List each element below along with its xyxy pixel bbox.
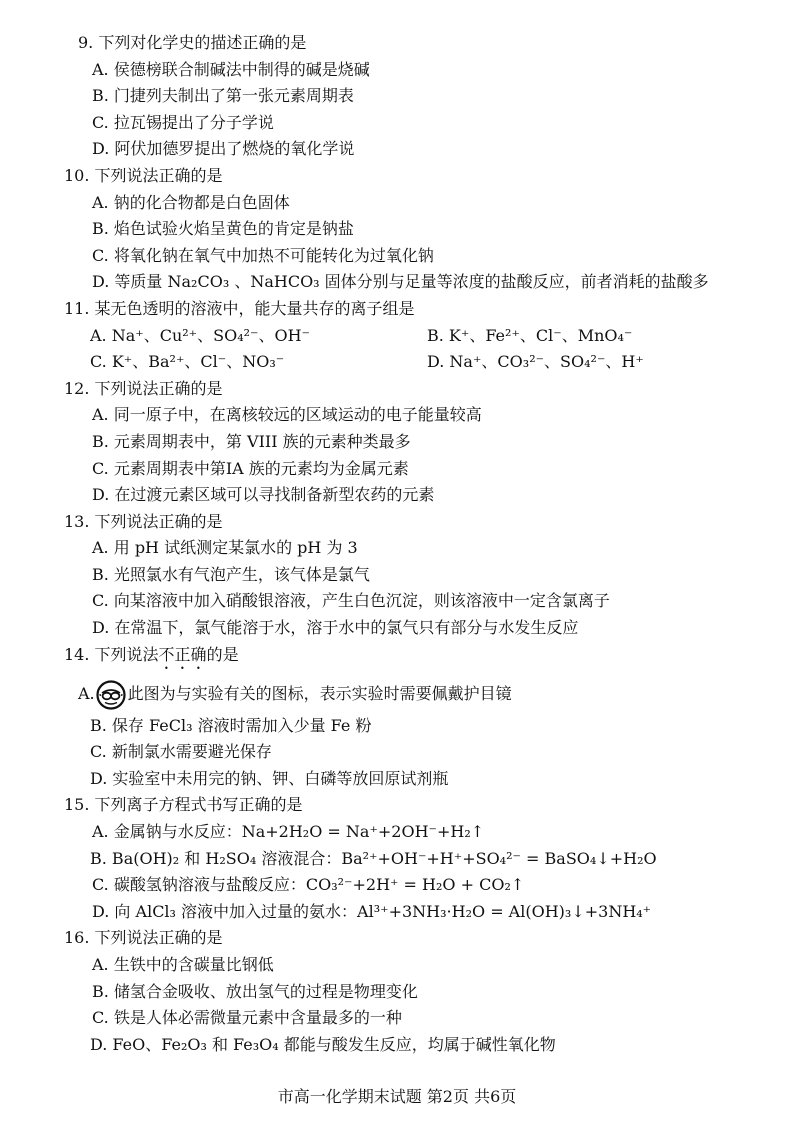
option-a [0,677,794,713]
option-b: B. 储氢合金吸收、放出氢气的过程是物理变化 [92,981,418,1001]
option-a: A. 生铁中的含碳量比钢低 [92,955,274,974]
option-d: D. 向 AlCl₃ 溶液中加入过量的氨水：Al³⁺+3NH₃·H₂O = Al(OH)₃↓+3NH₄⁺ [92,901,652,921]
option-a: A. 金属钠与水反应：Na+2H₂O = Na⁺+2OH⁻+H₂↑ [92,822,485,842]
emphasis-not: 不正确 [158,644,207,664]
option-c: C. 碳酸氢钠溶液与盐酸反应：CO₃²⁻+2H⁺ = H₂O + CO₂↑ [92,875,525,895]
page-footer: 市高一化学期末试题 第2页 共6页 [277,1087,517,1106]
question-15 [0,792,794,925]
question-11 [0,296,794,376]
question-9 [0,30,794,163]
option-c: C. 拉瓦锡提出了分子学说 [92,112,274,132]
question-stem: 16. 下列说法正确的是 [64,928,223,948]
option-d: D. 在过渡元素区域可以寻找制备新型农药的元素 [92,485,435,505]
option-a: A. 侯德榜联合制碱法中制得的碱是烧碱 [92,59,370,79]
question-13 [0,509,794,642]
question-12 [0,376,794,509]
question-14 [0,642,794,793]
option-text: 此图为与实验有关的图标，表示实验时需要佩戴护目镜 [127,684,512,704]
option-d: D. Na⁺、CO₃²⁻、SO₄²⁻、H⁺ [427,352,644,372]
option-b: B. 光照氯水有气泡产生，该气体是氯气 [92,564,370,584]
option-d: D. 等质量 Na₂CO₃ 、NaHCO₃ 固体分别与足量等浓度的盐酸反应，前者消耗的盐酸多 [92,272,709,292]
stem-prefix: 14. 下列说法 [64,644,159,664]
option-a: A. 同一原子中，在离核较远的区域运动的电子能量较高 [92,405,482,425]
question-16 [0,925,794,1058]
question-stem [0,642,794,673]
option-a: A. 用 pH 试纸测定某氯水的 pH 为 3 [92,538,358,558]
option-d: D. 阿伏加德罗提出了燃烧的氧化学说 [92,139,355,159]
question-stem: 9. 下列对化学史的描述正确的是 [78,33,307,52]
option-b: B. 门捷列夫制出了第一张元素周期表 [92,86,354,106]
question-stem: 10. 下列说法正确的是 [64,165,223,185]
question-stem: 15. 下列离子方程式书写正确的是 [64,795,303,815]
options-row [0,323,794,350]
option-c: C. 新制氯水需要避光保存 [90,742,272,762]
option-c: C. 向某溶液中加入硝酸银溶液，产生白色沉淀，则该溶液中一定含氯离子 [92,591,610,611]
question-stem: 12. 下列说法正确的是 [64,378,223,398]
option-d: D. FeO、Fe₂O₃ 和 Fe₃O₄ 都能与酸发生反应，均属于碱性氧化物 [90,1034,556,1054]
option-b: B. Ba(OH)₂ 和 H₂SO₄ 溶液混合：Ba²⁺+OH⁻+H⁺+SO₄²⁻ = BaSO₄↓+H₂O [90,848,657,868]
option-a: A. Na⁺、Cu²⁺、SO₄²⁻、OH⁻ [90,325,310,345]
stem-suffix: 的是 [206,644,239,664]
question-stem: 13. 下列说法正确的是 [64,511,223,531]
question-stem: 11. 某无色透明的溶液中，能大量共存的离子组是 [64,298,415,318]
options-row [0,349,794,376]
option-a: A. 钠的化合物都是白色固体 [92,192,290,212]
option-b: B. 焰色试验火焰呈黄色的肯定是钠盐 [92,219,354,239]
option-d: D. 在常温下，氯气能溶于水，溶于水中的氯气只有部分与水发生反应 [92,618,579,638]
option-label: A. [78,684,95,704]
exam-page [0,30,794,1058]
option-c: C. 将氧化钠在氧气中加热不可能转化为过氧化钠 [92,245,434,265]
question-10 [0,163,794,296]
option-c: C. 元素周期表中第ⅠA 族的元素均为金属元素 [92,458,409,478]
option-b: B. K⁺、Fe²⁺、Cl⁻、MnO₄⁻ [427,325,633,345]
option-c: C. 铁是人体必需微量元素中含量最多的一种 [92,1008,402,1028]
option-b: B. 保存 FeCl₃ 溶液时需加入少量 Fe 粉 [90,715,372,735]
option-d: D. 实验室中未用完的钠、钾、白磷等放回原试剂瓶 [90,768,449,788]
option-c: C. K⁺、Ba²⁺、Cl⁻、NO₃⁻ [90,352,285,372]
safety-goggles-icon [96,680,126,710]
option-b: B. 元素周期表中，第 VIII 族的元素种类最多 [92,431,411,451]
